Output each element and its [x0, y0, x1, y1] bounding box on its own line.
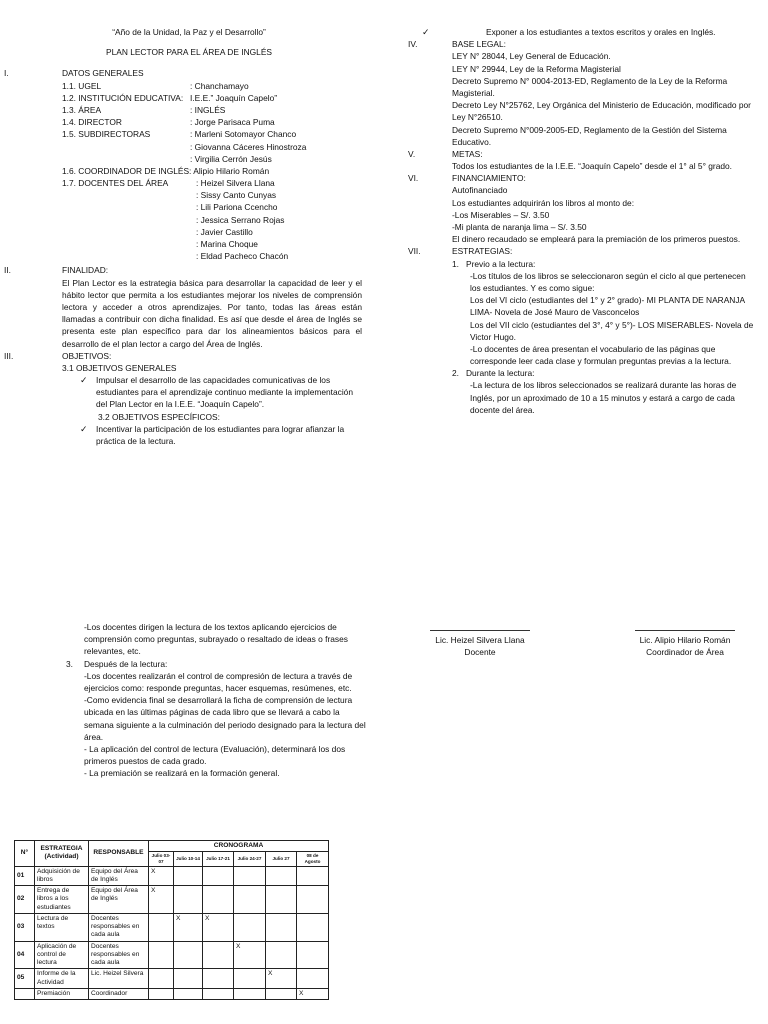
strategy-line: Los del VI ciclo (estudiantes del 1° y 2° grado)- MI PLANTA DE NARANJA LIMA- Novela de José Mauro de Vasconcelos	[470, 295, 745, 318]
financing-line: -Los Miserables – S/. 3.50	[452, 209, 550, 220]
datos-label: 1.4. DIRECTOR	[62, 117, 122, 128]
schedule-mark	[149, 941, 174, 969]
schedule-mark	[149, 988, 174, 999]
schedule-mark	[234, 913, 266, 941]
row-activity: Premiación	[35, 988, 89, 999]
section-number: VI.	[408, 173, 419, 184]
datos-row	[62, 80, 372, 92]
section-number: V.	[408, 148, 416, 159]
schedule-mark: X	[297, 988, 329, 999]
signature-name: Lic. Alipio Hilario Román	[639, 635, 731, 645]
schedule-table	[14, 840, 329, 1000]
section-base-legal	[404, 38, 756, 148]
schedule-mark	[203, 886, 234, 914]
teachers-list	[196, 177, 288, 262]
row-activity: Lectura de textos	[35, 913, 89, 941]
step-durante	[452, 367, 756, 379]
col-num-header: N°	[15, 841, 35, 867]
section-title: METAS:	[452, 148, 483, 159]
datos-value: : Marleni Sotomayor Chanco	[190, 129, 297, 140]
datos-value: I.E.E.” Joaquín Capelo”	[190, 92, 278, 103]
datos-label: 1.2. INSTITUCIÓN EDUCATIVA:	[62, 92, 184, 103]
schedule-mark	[234, 886, 266, 914]
step-title: Previo a la lectura:	[466, 258, 536, 269]
step-number: 2.	[452, 368, 459, 379]
row-responsible: Docentes responsables en cada aula	[89, 941, 149, 969]
step-durante-text: -La lectura de los libros seleccionados se realizará durante las horas de Inglés, por un aproximado de 10 a 15 minutos y estará a cargo de cada docente del área.	[470, 380, 737, 415]
datos-label: 1.1. UGEL	[62, 80, 102, 91]
coordinator-line: 1.6. COORDINADOR DE INGLÉS: Alipio Hilario Román	[62, 165, 270, 176]
row-activity: Informe de la Actividad	[35, 969, 89, 988]
signature-line	[635, 630, 735, 631]
datos-row	[62, 104, 372, 116]
row-responsible: Lic. Heizel Silvera	[89, 969, 149, 988]
row-responsible: Equipo del Área de Inglés	[89, 866, 149, 885]
specific-objectives-title: 3.2 OBJETIVOS ESPECÍFICOS:	[98, 411, 220, 422]
step-despues	[66, 658, 368, 670]
section-title: ESTRATEGIAS:	[452, 246, 513, 257]
table-row	[15, 941, 329, 969]
strategy-line: - La aplicación del control de lectura (Evaluación), determinará los dos primeros puestos de cada grado.	[84, 743, 346, 767]
row-activity: Entrega de libros a los estudiantes	[35, 886, 89, 914]
week-header: Julio 27	[266, 852, 297, 866]
schedule-mark	[174, 866, 203, 885]
legal-item: LEY N° 29944, Ley de la Reforma Magisterial	[452, 63, 621, 74]
section-title: OBJETIVOS:	[62, 350, 112, 361]
table-row	[15, 969, 329, 988]
row-number: 05	[15, 969, 35, 988]
financing-line: El dinero recaudado se empleará para la premiación de los primeros puestos.	[452, 234, 741, 245]
schedule-mark	[203, 988, 234, 999]
section-number: IV.	[408, 39, 418, 50]
schedule-mark	[174, 969, 203, 988]
section-number: II.	[4, 265, 11, 276]
row-number	[15, 988, 35, 999]
row-responsible: Coordinador	[89, 988, 149, 999]
schedule-mark	[149, 969, 174, 988]
schedule-mark	[174, 886, 203, 914]
financing-list	[452, 184, 756, 245]
datos-value: : Virgilia Cerrón Jesús	[190, 153, 272, 164]
schedule-mark: X	[149, 866, 174, 885]
signature-name: Lic. Heizel Silvera Llana	[435, 635, 525, 645]
signature-teacher	[420, 630, 540, 658]
section-number: I.	[4, 68, 9, 79]
datos-value: : Chanchamayo	[190, 80, 249, 91]
section-estrategias	[404, 245, 756, 416]
schedule-mark	[203, 969, 234, 988]
section-metas	[404, 148, 756, 172]
specific-objective-item: ✓ Incentivar la participación de los estudiantes para lograr afianzar la práctica de la lectura.	[62, 423, 358, 447]
schedule-mark	[297, 913, 329, 941]
teacher-name: : Marina Choque	[196, 239, 258, 249]
financing-line: Autofinanciado	[452, 185, 508, 196]
schedule-mark	[266, 988, 297, 999]
step-title: Durante la lectura:	[466, 368, 535, 379]
datos-label	[62, 141, 190, 153]
schedule-mark: X	[149, 886, 174, 914]
schedule-mark	[203, 866, 234, 885]
schedule-group-header: CRONOGRAMA	[149, 841, 329, 852]
schedule-mark	[203, 941, 234, 969]
schedule-mark	[297, 969, 329, 988]
datos-row	[62, 128, 372, 140]
col-responsible-header: RESPONSABLE	[89, 841, 149, 867]
week-header: Julio 24-27	[234, 852, 266, 866]
row-number: 01	[15, 866, 35, 885]
table-row	[15, 913, 329, 941]
metas-text: Todos los estudiantes de la I.E.E. “Joaquín Capelo” desde el 1° al 5° grado.	[452, 161, 732, 172]
teachers-block	[62, 177, 372, 262]
specific-objective-item-2: ✓ Exponer a los estudiantes a textos escritos y orales en Inglés.	[404, 26, 756, 38]
general-objective-item: ✓ Impulsar el desarrollo de las capacidades comunicativas de los estudiantes para el aprendizaje continuo mediante la implementación del Plan Lector en la I.E.E. “Joaquín Capelo”.	[62, 374, 358, 411]
datos-value: : Giovanna Cáceres Hinostroza	[190, 141, 307, 152]
strategy-line: -Los títulos de los libros se seleccionaron según el ciclo al que pertenecen los estudiantes. Y es como sigue:	[470, 270, 746, 293]
step-number: 1.	[452, 258, 459, 269]
schedule-mark: X	[174, 913, 203, 941]
legal-item: LEY N° 28044, Ley General de Educación.	[452, 51, 611, 62]
strategy-line: Los del VII ciclo (estudiantes del 3°, 4° y 5°)- LOS MISERABLES- Novela de Victor Hugo.	[470, 319, 754, 342]
schedule-mark	[297, 866, 329, 885]
teacher-name: : Lili Pariona Ccencho	[196, 202, 278, 213]
week-header: Julio 10-14	[174, 852, 203, 866]
schedule-mark	[266, 886, 297, 914]
row-number: 04	[15, 941, 35, 969]
schedule-mark	[149, 913, 174, 941]
finalidad-text: El Plan Lector es la estrategia básica para desarrollar la capacidad de leer y el hábito lector que permita a los estudiantes mejorar los niveles de comprensión lectora y acceder a otros aprendizajes. Por tanto, todas las áreas están llamadas a contribuir con dicha finalidad. Es así que desde el área de Inglés se presenta este plan específico para dar los alineamientos básicos para el desarrollo de el plan lector a cargo del Área de Inglés.	[62, 277, 362, 349]
legal-item: Decreto Supremo N° 0004-2013-ED, Reglamento de la Ley de la Reforma Magisterial.	[452, 75, 728, 98]
schedule-mark	[174, 988, 203, 999]
teacher-name: : Sissy Canto Cunyas	[196, 190, 277, 201]
section-title: FINALIDAD:	[62, 265, 109, 276]
datos-list	[62, 80, 372, 165]
section-title: DATOS GENERALES	[62, 68, 144, 79]
teacher-name: : Javier Castillo	[196, 226, 253, 237]
teacher-name: : Eldad Pacheco Chacón	[196, 251, 289, 262]
schedule-mark: X	[203, 913, 234, 941]
datos-value: : INGLÉS	[190, 104, 226, 115]
financing-line: Los estudiantes adquirirán los libros al monto de:	[452, 197, 635, 208]
schedule-mark	[234, 866, 266, 885]
signature-line	[430, 630, 530, 631]
table-row	[15, 886, 329, 914]
section-datos-generales	[0, 67, 372, 262]
schedule-mark	[297, 941, 329, 969]
datos-label	[62, 153, 190, 165]
teachers-label: 1.7. DOCENTES DEL ÁREA	[62, 178, 169, 189]
section-number: VII.	[408, 246, 421, 257]
page-title: PLAN LECTOR PARA EL ÁREA DE INGLÉS	[105, 47, 272, 58]
week-header: Julio 03-07	[149, 852, 174, 866]
row-number: 03	[15, 913, 35, 941]
teacher-name: : Jessica Serrano Rojas	[196, 214, 285, 225]
year-motto: “Año de la Unidad, la Paz y el Desarrollo”	[112, 27, 266, 37]
schedule-mark	[234, 969, 266, 988]
datos-row	[62, 141, 372, 153]
week-header: 08 de Agosto	[297, 852, 329, 866]
step-number: 3.	[66, 658, 73, 669]
schedule-mark	[266, 866, 297, 885]
datos-label: 1.5. SUBDIRECTORAS	[62, 129, 151, 140]
legal-list	[452, 50, 756, 148]
legal-item: Decreto Ley N°25762, Ley Orgánica del Ministerio de Educación, modificado por Ley N°26510.	[452, 100, 751, 123]
datos-row	[62, 153, 372, 165]
section-objetivos	[0, 350, 372, 448]
section-title: BASE LEGAL:	[452, 39, 506, 50]
durante-continued-text: -Los docentes dirigen la lectura de los textos aplicando ejercicios de comprensión como preguntas, subrayado o resaltado de ideas o frases relevantes, etc.	[84, 622, 348, 657]
strategy-line: -Lo docentes de área presentan el vocabulario de las páginas que corresponde leer cada clase y formulan preguntas previas a la lectura.	[470, 343, 732, 367]
left-column	[0, 26, 372, 447]
week-header: Julio 17-21	[203, 852, 234, 866]
row-responsible: Docentes responsables en cada aula	[89, 913, 149, 941]
schedule-header-row	[15, 841, 329, 852]
right-column	[404, 26, 756, 416]
schedule-body	[15, 866, 329, 999]
schedule-mark: X	[266, 969, 297, 988]
row-activity: Adquisición de libros	[35, 866, 89, 885]
strategy-line: -Como evidencia final se desarrollará la ficha de comprensión de lectura ubicada en las últimas páginas de cada libro que se llevará a cabo la semana siguiente a la culminación del periodo designado para la lectura del área.	[84, 695, 366, 742]
step-title: Después de la lectura:	[84, 658, 168, 669]
section-number: III.	[4, 350, 14, 361]
step-previo	[452, 258, 756, 270]
section-financiamiento	[404, 172, 756, 245]
col-strategy-header: ESTRATEGIA (Actividad)	[35, 841, 89, 867]
signature-coordinator	[620, 630, 750, 658]
general-objectives-title: 3.1 OBJETIVOS GENERALES	[62, 362, 177, 373]
signature-role: Docente	[464, 647, 496, 658]
section-title: FINANCIAMIENTO:	[452, 173, 526, 184]
signature-role: Coordinador de Área	[646, 647, 724, 658]
row-activity: Aplicación de control de lectura	[35, 941, 89, 969]
legal-item: Decreto Supremo N°009-2005-ED, Reglamento de la Gestión del Sistema Educativo.	[452, 124, 727, 147]
teacher-name: : Heizel Silvera Llana	[196, 178, 275, 189]
schedule-mark	[174, 941, 203, 969]
step-despues-lines	[84, 670, 368, 780]
section-finalidad	[0, 264, 372, 349]
step-previo-lines	[452, 270, 756, 368]
datos-row	[62, 116, 372, 128]
strategy-line: - La premiación se realizará en la formación general.	[84, 768, 280, 779]
financing-line: -Mi planta de naranja lima – S/. 3.50	[452, 222, 587, 232]
schedule-mark	[234, 988, 266, 999]
strategy-line: -Los docentes realizarán el control de compresión de lectura a través de ejercicios como: responde preguntas, hacer esquemas, resúmenes, etc.	[84, 670, 353, 693]
left-column-continued	[66, 621, 368, 779]
datos-label: 1.3. ÁREA	[62, 104, 102, 115]
table-row	[15, 866, 329, 885]
datos-row	[62, 92, 372, 104]
schedule-mark	[266, 913, 297, 941]
schedule-mark: X	[234, 941, 266, 969]
signatures	[420, 630, 750, 658]
row-number: 02	[15, 886, 35, 914]
table-row	[15, 988, 329, 999]
schedule-mark	[266, 941, 297, 969]
schedule-mark	[297, 886, 329, 914]
datos-value: : Jorge Parisaca Puma	[190, 117, 275, 128]
row-responsible: Equipo del Área de Inglés	[89, 886, 149, 914]
